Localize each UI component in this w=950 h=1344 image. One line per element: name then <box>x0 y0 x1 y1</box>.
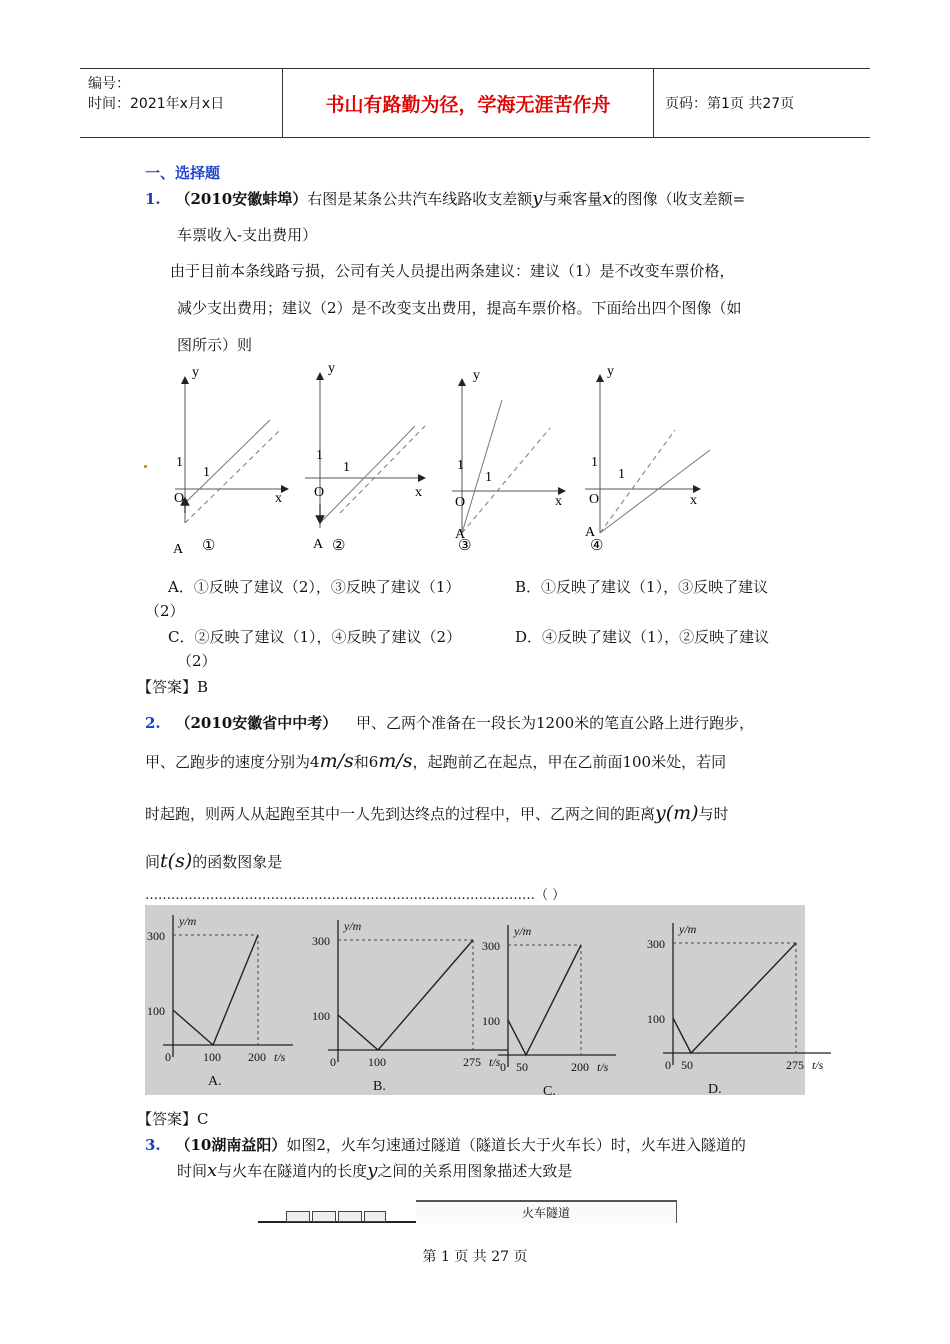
g4-a-label: A <box>585 525 596 540</box>
q1-text-b: 与乘客量 <box>542 190 603 208</box>
g1-solid-line <box>185 420 270 503</box>
g4-one-x: 1 <box>618 467 625 482</box>
number-label: 编号： <box>88 76 130 92</box>
g3-x-label: x <box>555 494 562 509</box>
chart-1-tick-x2: 200 <box>248 1050 266 1064</box>
q2-answer: 【答案】C <box>137 1110 209 1128</box>
q2-text-2a: 甲、乙跑步的速度分别为 <box>145 753 311 771</box>
q1-option-d: D．④反映了建议（1），②反映了建议 <box>515 628 770 646</box>
g3-a-label: A <box>455 527 466 542</box>
chart-1-tick-x1: 100 <box>203 1050 221 1064</box>
q1-source: （2010安徽蚌埠） <box>175 190 308 208</box>
chart-1-series-line <box>173 935 258 1045</box>
q2-line1 <box>145 712 754 733</box>
q2-and: 和 <box>353 753 369 771</box>
q1-graph-3 <box>452 368 562 554</box>
chart-3-tick-mid: 100 <box>482 1014 500 1028</box>
q2-ts: t(s) <box>160 850 193 872</box>
chart-2-tick-mid: 100 <box>312 1009 330 1023</box>
chart-2-tick-x1: 100 <box>368 1055 386 1069</box>
chart-3-y-label: y/m <box>514 924 532 938</box>
g1-one-x: 1 <box>203 465 210 480</box>
q2-unit-2: m/s <box>378 750 413 772</box>
q2-unit-1: m/s <box>319 750 354 772</box>
q3-tunnel-figure <box>258 1198 676 1224</box>
q2-number: 2. <box>145 714 161 732</box>
g4-x-label: x <box>690 493 697 508</box>
chart-3-letter: C. <box>543 1084 556 1099</box>
g2-solid-line <box>320 426 415 523</box>
chart-3-origin: 0 <box>500 1060 506 1074</box>
q1-option-b: B．①反映了建议（1），③反映了建议 <box>515 578 769 596</box>
q1-line3: 由于目前本条线路亏损，公司有关人员提出两条建议：建议（1）是不改变车票价格， <box>170 262 735 280</box>
chart-2-tick-top: 300 <box>312 934 330 948</box>
g2-dashed-line <box>340 426 425 513</box>
q1-option-d-cont: （2） <box>177 652 217 670</box>
g2-origin: O <box>314 485 325 500</box>
q3-text-1: 如图2，火车匀速通过隧道（隧道长大于火车长）时，火车进入隧道的 <box>286 1136 746 1154</box>
chart-4-tick-mid: 100 <box>647 1012 665 1026</box>
q3-line2 <box>177 1160 572 1181</box>
g1-one-y: 1 <box>176 455 183 470</box>
page-footer: 第 1 页 共 27 页 <box>422 1249 528 1265</box>
g4-solid-line <box>600 450 710 533</box>
g1-origin: O <box>174 491 185 506</box>
g4-origin: O <box>589 492 600 507</box>
q2-text-2b: ，起跑前乙在起点，甲在乙前面100米处，若同 <box>412 753 727 771</box>
chart-2-letter: B. <box>373 1079 386 1094</box>
chart-4-tick-x2: 275 <box>786 1058 804 1072</box>
chart-4-origin: 0 <box>665 1058 671 1072</box>
g1-x-label: x <box>275 491 282 506</box>
g1-marker: ① <box>202 538 216 554</box>
q1-graph-4 <box>585 364 710 554</box>
tunnel-box: 火车隧道 <box>416 1200 677 1223</box>
g3-solid-line <box>462 400 502 533</box>
chart-1-origin: 0 <box>165 1050 171 1064</box>
g2-marker: ② <box>332 538 346 554</box>
q1-line4: 减少支出费用；建议（2）是不改变支出费用，提高车票价格。下面给出四个图像（如 <box>177 299 742 317</box>
g3-one-y: 1 <box>457 458 464 473</box>
chart-1-tick-mid: 100 <box>147 1004 165 1018</box>
q2-dots: ………………………………………………………………………………（ ） <box>145 888 566 903</box>
q1-answer: 【答案】B <box>137 678 209 696</box>
q2-line2 <box>145 750 726 772</box>
q2-source: （2010安徽省中中考） <box>175 714 338 732</box>
q1-line2: 车票收入-支出费用） <box>177 226 318 244</box>
chart-3-tick-x1: 50 <box>516 1060 528 1074</box>
g4-dashed-line <box>600 430 675 533</box>
q1-text-a: 右图是某条公共汽车线路收支差额 <box>307 190 533 208</box>
time-label: 时间：2021年x月x日 <box>88 96 225 112</box>
g1-a-label: A <box>173 542 184 557</box>
q2-text-1: 甲、乙两个准备在一段长为1200米的笔直公路上进行跑步， <box>355 714 755 732</box>
header-page-info: 页码：第1页 共27页 <box>665 96 795 112</box>
section-title: 一、选择题 <box>145 164 221 182</box>
q2-line4 <box>145 850 282 872</box>
q2-text-4a: 间 <box>145 853 161 871</box>
train-icon <box>286 1211 386 1220</box>
q2-text-4b: 的函数图象是 <box>192 853 283 871</box>
g3-marker: ③ <box>458 538 472 554</box>
q2-charts-photo <box>145 905 824 1099</box>
header-table <box>80 68 870 138</box>
q2-line3 <box>145 802 729 824</box>
q1-var-x: x <box>602 188 613 209</box>
q2-speed-1: 4 <box>310 753 320 771</box>
q1-graphs <box>140 358 720 558</box>
q1-text-c: 的图像（收支差额= <box>612 190 746 208</box>
chart-4-t-label: t/s <box>812 1058 824 1072</box>
chart-2-origin: 0 <box>330 1055 336 1069</box>
chart-1-letter: A. <box>208 1074 222 1089</box>
q3-text-2b: 与火车在隧道内的长度 <box>217 1162 368 1180</box>
g4-y-label: y <box>607 364 614 379</box>
chart-4-series-line <box>673 943 796 1053</box>
q3-number: 3. <box>145 1136 161 1154</box>
chart-3-tick-top: 300 <box>482 939 500 953</box>
g2-a-label: A <box>313 537 324 552</box>
q2-ym: y(m) <box>655 802 699 824</box>
g1-dashed-line <box>185 430 280 523</box>
chart-1-y-label: y/m <box>179 914 197 928</box>
g3-dashed-line <box>462 428 550 533</box>
q1-graph-2 <box>305 361 425 554</box>
q1-number: 1. <box>145 190 161 208</box>
chart-4-tick-top: 300 <box>647 937 665 951</box>
chart-2-tick-x2: 275 <box>463 1055 481 1069</box>
q1-graph-1 <box>173 365 285 557</box>
header-motto: 书山有路勤为径，学海无涯苦作舟 <box>283 69 654 137</box>
q3-text-2a: 时间 <box>177 1162 208 1180</box>
q1-line5: 图所示）则 <box>177 336 253 354</box>
g4-one-y: 1 <box>591 455 598 470</box>
g2-one-x: 1 <box>343 460 350 475</box>
chart-1-tick-top: 300 <box>147 929 165 943</box>
chart-3-series-line <box>508 945 581 1055</box>
chart-4-y-label: y/m <box>679 922 697 936</box>
q3-text-2c: 之间的关系用图象描述大致是 <box>377 1162 573 1180</box>
q2-speed-2: 6 <box>368 753 379 771</box>
g1-y-label: y <box>192 365 199 380</box>
chart-2-y-label: y/m <box>344 919 362 933</box>
g2-x-label: x <box>415 485 422 500</box>
g3-y-label: y <box>473 368 480 383</box>
q3-var-y: y <box>367 1160 378 1181</box>
chart-3-t-label: t/s <box>597 1060 609 1074</box>
g2-one-y: 1 <box>316 448 323 463</box>
q3-line1 <box>145 1134 746 1155</box>
header-meta <box>80 69 283 137</box>
chart-2-t-label: t/s <box>489 1055 501 1069</box>
q3-var-x: x <box>207 1160 218 1181</box>
q3-source: （10湖南益阳） <box>175 1136 287 1154</box>
q2-text-3a: 时起跑，则两人从起跑至其中一人先到达终点的过程中，甲、乙两之间的距离 <box>145 805 656 823</box>
q2-text-3b: 与时 <box>698 805 729 823</box>
stray-dot <box>144 465 147 468</box>
q1-option-c: C．②反映了建议（1），④反映了建议（2） <box>168 628 462 646</box>
q1-var-y: y <box>532 188 543 209</box>
g4-marker: ④ <box>590 538 604 554</box>
q1-line1 <box>145 188 745 209</box>
q1-option-b-cont: （2） <box>145 602 185 620</box>
chart-4-letter: D. <box>708 1082 722 1097</box>
chart-3-tick-x2: 200 <box>571 1060 589 1074</box>
g2-y-label: y <box>328 361 335 376</box>
q1-option-a: A．①反映了建议（2），③反映了建议（1） <box>168 578 461 596</box>
q2-charts <box>145 905 824 1099</box>
chart-4-tick-x1: 50 <box>681 1058 693 1072</box>
g3-one-x: 1 <box>485 470 492 485</box>
chart-1-t-label: t/s <box>274 1050 286 1064</box>
chart-2-series-line <box>338 940 473 1050</box>
g3-origin: O <box>455 495 466 510</box>
